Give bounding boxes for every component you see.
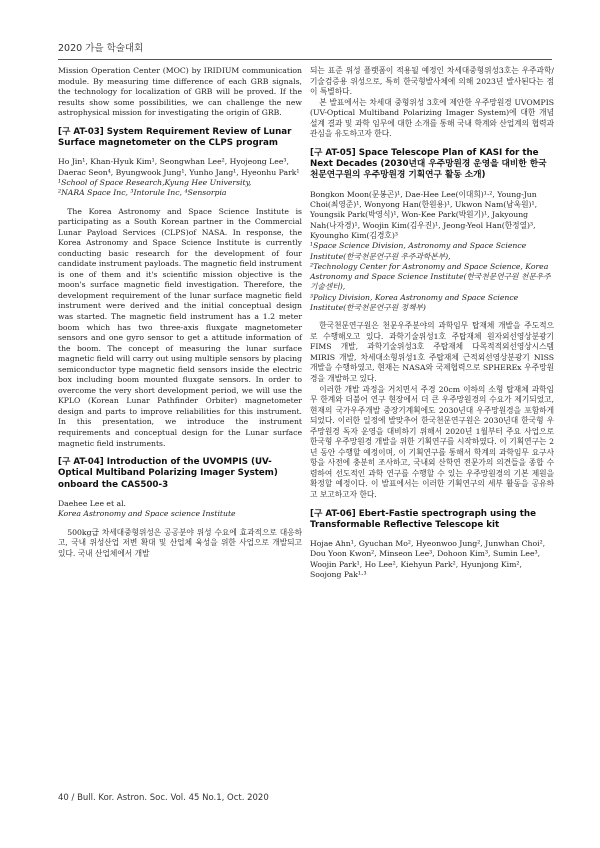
at03-affiliation-1: ¹School of Space Research,Kyung Hee University, [58,177,252,187]
at05-affiliation-1: ¹Space Science Division, Astronomy and Space Science Institute(한국천문연구원 우주과학본부), [310,241,527,261]
at04-affiliation: Korea Astronomy and Space science Institute [58,509,236,519]
at03-authors: Ho Jin¹, Khan-Hyuk Kim¹, Seongwhan Lee², Hyojeong Lee³, Daerac Seon⁴, Byungwook Jung¹, Yunho Jang¹, Hyeonhu Park¹ [58,157,300,177]
at04-continued-1: 되는 표준 위성 플랫폼이 적용될 예정인 차세대중형위성3호는 우주과학/기술검증용 위성으로, 특히 한국형발사체에 의해 2023년 발사된다는 점이 특별하다. [310,66,554,97]
at04-title: [구 AT-04] Introduction of the UVOMPIS (UV-Optical Multiband Polarizing Imager System) onboard the CAS500-3 [58,457,278,490]
header-rule [58,59,552,60]
at04-continued-2: 본 발표에서는 차세대 중형위성 3호에 제안한 우주망원경 UVOMPIS (UV-Optical Multiband Polarizing Imager System)에 대한 개념 설계 결과 및 과학 임무에 대한 소개를 통해 국내 학계와 산업계의 협력과 관심을 유도하고자 한다. [310,97,554,139]
page-footer: 40 / Bull. Kor. Astron. Soc. Vol. 45 No.1, Oct. 2020 [58,793,269,803]
at05-abstract-2: 이러한 개발 과정을 거치면서 주경 20cm 이하의 소형 탑재체 과학임무 한계와 더불어 연구 현장에서 더 큰 우주망원경의 수요가 제기되었고, 현재의 국가우주개발 중장기계획에도 2030년대 우주망원경을 포함하게 되었다. 이러한 일정에 발맞추어 한국천문연구원은 2030년대 한국형 우주망원경 독자 운영을 대비하기 위해서 2020년 1월부터 주요 사업으로 한국형 우주망원경 개발을 위한 기획연구를 시작하였다. 이 기획연구는 2년 동안 수행할 예정이며, 이 기획연구를 통해서 학계의 과학임무 요구사항을 사전에 충분히 조사하고, 국내외 산학연 전문가의 의견들을 종합 수렴하여 선도적인 과학 연구를 수행할 수 있는 우주망원경의 기본 제원을 확정할 예정이다. 이 발표에서는 이러한 기획연구의 세부 활동을 공유하고 보고하고자 한다. [310,384,554,500]
at05-title: [구 AT-05] Space Telescope Plan of KASI for the Next Decades (2030년대 우주망원경 운영을 대비한 한국천문연구원의 우주망원경 기획연구 활동 소개) [310,147,547,181]
at05-authors: Bongkon Moon(문봉곤)¹, Dae-Hee Lee(이대희)¹·², Young-Jun Choi(최영준)¹, Wonyong Han(한원용)¹, Ukwon Nam(남욱원)¹, Youngsik Park(박영식)¹, Won-Kee Park(박원기)¹, Jakyoung Nah(나자경)¹, Woojin Kim(김우진)¹, Jeong-Yeol Han(한정열)³, Kyoungho Kim(김경호)³ [310,189,538,240]
at05-affiliation-2: ²Technology Center for Astronomy and Space Science, Korea Astronomy and Space Science Institute(한국천문연구원 천문우주기술센터), [310,261,551,292]
at03-abstract: The Korea Astronomy and Space Science Institute is participating as a South Korean partner in the Commercial Lunar Payload Services (CLPS)of NASA. In response, the Korea Astronomy and Space Science Institute is currently conducting basic research for the development of four candidate instrument payloads. The magnetic field instrument is one of them and it's scientific mission objective is the moon's surface magnetic field investigation. Therefore, the development requirement of the lunar surface magnetic field instrument were derived and the initial conceptual design was started. The magnetic field instrument has a 1.2 meter boom which has two three-axis fluxgate magnetometer sensors and one gyro sensor to get a attitude information of the boom. The concept of measuring the lunar surface magnetic field will carry out using multiple sensors by placing semiconductor type magnetic field sensors inside the electric box including boom mounted fluxgate sensors. In order to overcome the very short development period, we will use the KPLO (Korean Lunar Pathfinder Orbiter) magnetometer design and parts to improve reliabilities for this instrument. In this presentation, we introduce the instrument requirements and conceptual design for the Lunar surface magnetic field instruments. [58,206,302,448]
at06-title: [구 AT-06] Ebert-Fastie spectrograph using the Transformable Reflective Telescope kit [310,508,536,530]
at04-abstract: 500kg급 차세대중형위성은 공공분야 위성 수요에 효과적으로 대응하고, 국내 위성산업 저변 확대 및 산업체 육성을 위한 사업으로 개발되고 있다. 국내 산업체에서 개발 [58,527,302,558]
at03-affiliation-2: ²NARA Space Inc, ³Intorule Inc, ⁴Sensorpia [58,188,227,198]
at03-title: [구 AT-03] System Requirement Review of Lunar Surface magnetometer on the CLPS program [58,126,292,149]
at05-abstract-1: 한국천문연구원은 천문우주분야의 과학임무 탑재체 개발을 주도적으로 수행해오고 있다. 과학기술위성1호 주탑재체 원자외선영상분광기 FIMS 개발, 과학기술위성3호 주탑재체 다목적적외선영상시스템 MIRIS 개발, 차세대소형위성1호 주탑재체 근적외선영상분광기 NISS 개발을 수행하였고, 현재는 NASA와 국제협력으로 SPHEREx 우주망원경을 개발하고 있다. [310,321,554,384]
right-column [310,66,554,580]
at06-authors: Hojae Ahn¹, Gyuchan Mo², Hyeonwoo Jung², Junwhan Choi², Dou Yoon Kwon², Minseon Lee³, Dohoon Kim³, Sumin Lee³, Woojin Park¹, Ho Lee², Kiehyun Park², Hyunjong Kim², Soojong Pak¹·³ [310,539,546,580]
left-column [58,66,302,559]
intro-paragraph: Mission Operation Center (MOC) by IRIDIUM communication module. By measuring time difference of each GRB signals, the technology for localization of GRB will be proved. If the results show some possibilities, we can challenge the new astrophysical mission for investigating the origin of GRB. [58,66,302,118]
running-header: 2020 가을 학술대회 [58,43,144,54]
at05-affiliation-3: ³Policy Division, Korea Astronomy and Space Science Institute(한국천문연구원 정책부) [310,292,519,312]
at04-authors: Daehee Lee et al. [58,498,127,508]
